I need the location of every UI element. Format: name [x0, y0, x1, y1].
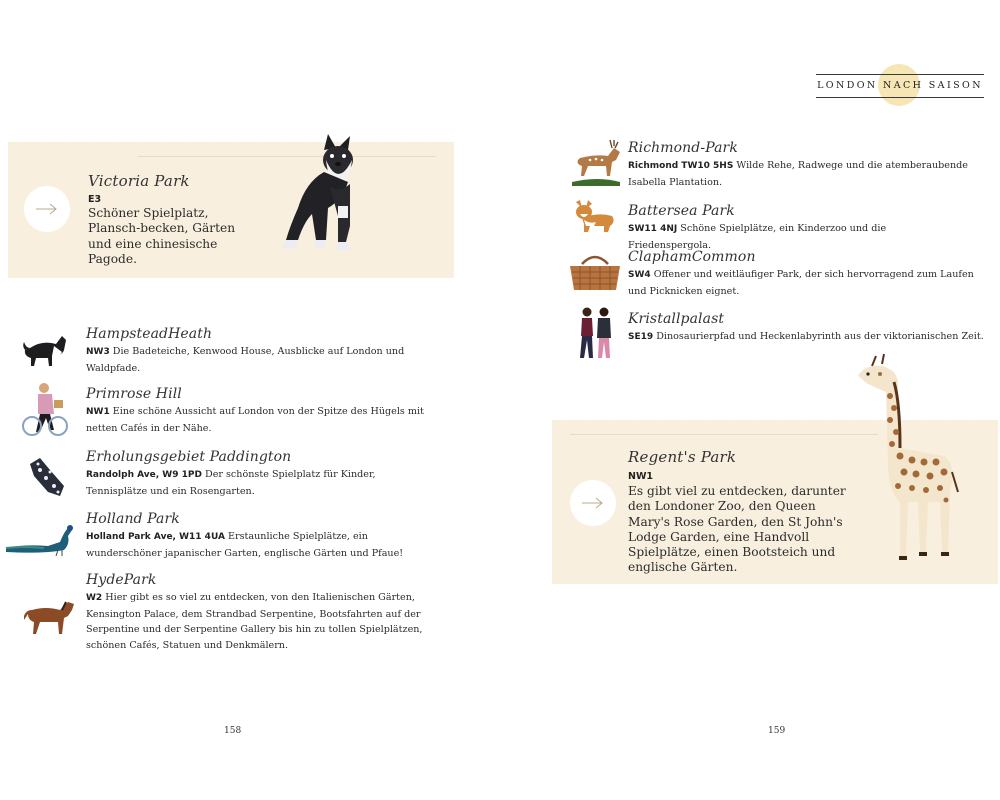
arrow-right-icon[interactable]: [24, 186, 70, 232]
peacock-illustration: [4, 522, 78, 558]
entry-title: HydePark: [86, 572, 157, 588]
arrow-right-icon[interactable]: [570, 480, 616, 526]
entry-code: SW4: [628, 270, 651, 280]
deer-illustration: [570, 138, 626, 188]
entry-text: Die Badeteiche, Kenwood House, Ausblicke auf London und Waldpfade.: [86, 346, 405, 374]
horse-illustration: [22, 598, 78, 638]
entry-text: Schöne Spielplätze, ein Kinderzoo und die Friedenspergola.: [628, 223, 887, 251]
entry-code: Holland Park Ave, W11 4UA: [86, 532, 225, 542]
featured-code: E3: [88, 194, 102, 205]
entry-text: Eine schöne Aussicht auf London von der Spitze des Hügels mit netten Cafés in der Nähe.: [86, 406, 424, 434]
list-item: [628, 201, 968, 253]
entry-code: Richmond TW10 5HS: [628, 161, 734, 171]
list-item: [628, 309, 988, 346]
giraffe-illustration: [854, 352, 960, 566]
entry-code: W2: [86, 593, 103, 603]
entry-text: Dinosaurierpfad und Heckenlabyrinth aus der viktorianischen Zeit.: [656, 331, 984, 342]
list-item: [86, 570, 431, 653]
border-collie-illustration: [22, 330, 70, 370]
cyclist-illustration: [18, 380, 68, 440]
entry-description: [628, 158, 968, 190]
entry-title: Primrose Hill: [86, 386, 182, 402]
featured-description: Schöner Spielplatz, Plansch-becken, Gärten und eine chinesische Pagode.: [88, 206, 236, 266]
entry-code: NW1: [86, 407, 110, 417]
page-number-right: 159: [768, 726, 786, 736]
entry-description: [86, 404, 431, 436]
entry-code: Randolph Ave, W9 1PD: [86, 470, 202, 480]
schnauzer-dog-illustration: [276, 130, 376, 254]
picnic-basket-illustration: [566, 250, 624, 294]
list-item: [86, 447, 431, 499]
list-item: [628, 247, 988, 299]
dalmatian-illustration: [26, 456, 70, 500]
entry-description: [86, 590, 431, 653]
featured-title: Regent's Park: [628, 448, 737, 466]
featured-title: Victoria Park: [88, 172, 190, 190]
entry-title: Battersea Park: [628, 203, 735, 219]
list-item: [86, 509, 446, 561]
entry-title: ClaphamCommon: [628, 249, 756, 265]
walking-couple-illustration: [576, 306, 616, 364]
entry-title: HampsteadHeath: [86, 326, 213, 342]
entry-text: Erstaunliche Spielplätze, ein wunderschöner japanischer Garten, englische Gärten und Pfaue!: [86, 531, 404, 559]
entry-text: Offener und weitläufiger Park, der sich hervorragend zum Laufen und Picknicken eignet.: [628, 269, 974, 297]
entry-title: Kristallpalast: [628, 311, 725, 327]
entry-text: Hier gibt es so viel zu entdecken, von den Italienischen Gärten, Kensington Palace, dem Strandbad Serpentine, Bootsfahrten auf der Serpentine und der Serpentine Gallery bis hin zu tollen Spielplätzen, schönen Cafés, Statuen und Denkmälern.: [86, 592, 423, 651]
entry-description: [628, 329, 988, 346]
right-page: [500, 0, 1000, 800]
corgi-illustration: [572, 198, 618, 234]
entry-text: Der schönste Spielplatz für Kinder, Tennisplätze und ein Rosengarten.: [86, 469, 376, 497]
page-number-left: 158: [224, 726, 242, 736]
entry-code: NW3: [86, 347, 110, 357]
entry-text: Wilde Rehe, Radwege und die atemberaubende Isabella Plantation.: [628, 160, 968, 188]
list-item: [86, 324, 431, 376]
list-item: [628, 138, 968, 190]
entry-description: [86, 529, 446, 561]
entry-code: SW11 4NJ: [628, 224, 678, 234]
entry-description: [86, 467, 431, 499]
entry-code: SE19: [628, 332, 654, 342]
featured-description: Es gibt viel zu entdecken, darunter den Londoner Zoo, den Queen Mary's Rose Garden, den St John's Lodge Garden, eine Handvoll Spielplätze, einen Bootsteich und englische Gärten.: [628, 484, 846, 575]
entry-title: Erholungsgebiet Paddington: [86, 449, 292, 465]
entry-description: [628, 267, 988, 299]
entry-title: Richmond-Park: [628, 140, 738, 156]
entry-description: [86, 344, 431, 376]
list-item: [86, 384, 431, 436]
running-head-title: LONDON NACH SAISON: [817, 80, 983, 91]
entry-title: Holland Park: [86, 511, 180, 527]
featured-code: NW1: [628, 471, 654, 482]
